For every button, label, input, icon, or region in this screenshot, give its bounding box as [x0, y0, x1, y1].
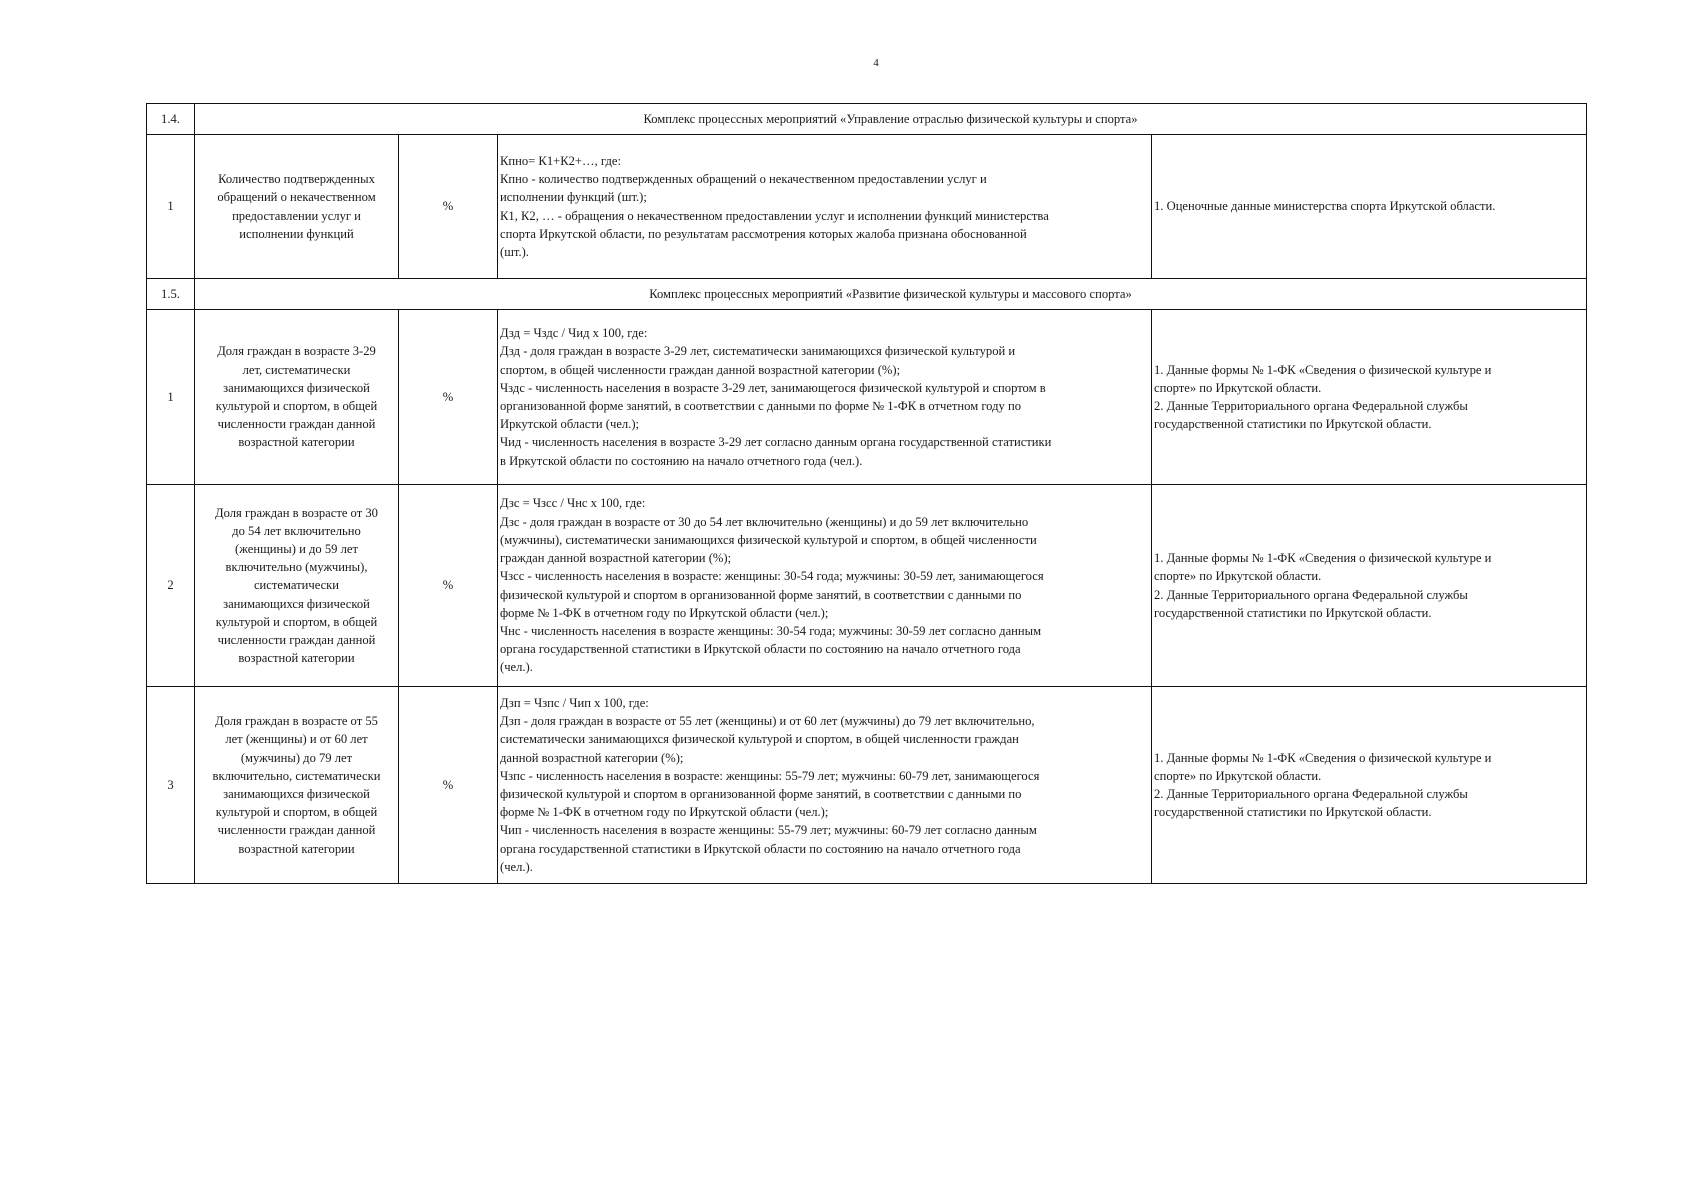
section-header-row: [147, 279, 1587, 310]
unit-cell: %: [399, 687, 498, 884]
formula-line: физической культурой и спортом в организованной форме занятий, в соответствии с данными по: [500, 587, 1022, 602]
formula-line: в Иркутской области по состоянию на начало отчетного года (чел.).: [500, 453, 863, 468]
formula-line: К1, К2, … - обращения о некачественном предоставлении услуг и исполнении функций министерства: [500, 208, 1049, 223]
indicator-name-line: занимающихся физической: [223, 380, 370, 395]
indicator-name-line: возрастной категории: [238, 435, 355, 450]
source-line: спорте» по Иркутской области.: [1154, 380, 1322, 395]
source-line: государственной статистики по Иркутской области.: [1154, 605, 1432, 620]
source-line: спорте» по Иркутской области.: [1154, 768, 1322, 783]
indicator-name-line: обращений о некачественном: [217, 190, 376, 205]
indicator-name-line: систематически: [253, 578, 340, 593]
indicator-name-line: до 54 лет включительно: [232, 523, 361, 538]
indicator-name-line: занимающихся физической: [223, 787, 370, 801]
formula-line: данной возрастной категории (%);: [500, 750, 684, 765]
formula-line: (мужчины), систематически занимающихся физической культурой и спортом, в общей численности: [500, 532, 1037, 547]
indicator-name-line: предоставлении услуг и: [232, 208, 361, 223]
indicator-name-line: Количество подтвержденных: [218, 172, 375, 187]
formula-cell: [498, 485, 1152, 687]
source-line: государственной статистики по Иркутской области.: [1154, 417, 1432, 432]
indicator-name-line: возрастной категории: [238, 651, 355, 666]
formula-line: Чид - численность населения в возрасте 3-29 лет согласно данным органа государственной статистики: [500, 435, 1052, 450]
formula-line: спорта Иркутской области, по результатам рассмотрения которых жалоба признана обоснованной: [500, 226, 1027, 241]
formula-line: форме № 1-ФК в отчетном году по Иркутской области (чел.);: [500, 805, 829, 820]
section-header-row: [147, 104, 1587, 135]
indicator-name-line: включительно, систематически: [212, 768, 381, 783]
source-line: 1. Данные формы № 1-ФК «Сведения о физической культуре и: [1154, 551, 1492, 566]
source-cell: [1152, 485, 1587, 687]
page-number: 4: [873, 57, 879, 69]
formula-line: спортом, в общей численности граждан данной возрастной категории (%);: [500, 362, 901, 377]
section-number: 1.4.: [147, 104, 195, 135]
indicator-name: [195, 135, 399, 279]
formula-cell: [498, 687, 1152, 884]
source-line: 1. Оценочные данные министерства спорта Иркутской области.: [1154, 199, 1496, 214]
formula-line: Дзд = Чздс / Чид х 100, где:: [500, 326, 648, 341]
indicator-name-line: численности граждан данной: [217, 823, 376, 838]
indicator-name-line: численности граждан данной: [217, 417, 376, 432]
indicator-name-line: лет (женщины) и от 60 лет: [225, 732, 368, 747]
section-title: Комплекс процессных мероприятий «Управление отраслью физической культуры и спорта»: [195, 104, 1587, 135]
source-line: 2. Данные Территориального органа Федеральной службы: [1154, 787, 1468, 801]
formula-line: (шт.).: [500, 244, 529, 259]
indicator-name-line: (женщины) и до 59 лет: [235, 541, 358, 556]
row-number: 1: [147, 310, 195, 485]
indicator-name-line: лет, систематически: [242, 362, 351, 377]
formula-cell: [498, 135, 1152, 279]
formula-line: Дзп - доля граждан в возрасте от 55 лет (женщины) и от 60 лет (мужчины) до 79 лет включительно,: [500, 714, 1035, 729]
indicator-name-line: численности граждан данной: [217, 633, 376, 647]
source-line: 2. Данные Территориального органа Федеральной службы: [1154, 399, 1468, 413]
formula-line: (чел.).: [500, 859, 533, 874]
indicator-name: [195, 310, 399, 485]
indicator-name-line: Доля граждан в возрасте 3-29: [217, 344, 376, 359]
row-number: 2: [147, 485, 195, 687]
indicator-name-line: занимающихся физической: [223, 596, 370, 611]
source-line: спорте» по Иркутской области.: [1154, 569, 1322, 584]
formula-line: Чзсс - численность населения в возрасте: женщины: 30-54 года; мужчины: 30-59 лет, занимающегося: [500, 569, 1044, 584]
indicators-table: [146, 103, 1587, 884]
formula-line: Чнс - численность населения в возрасте женщины: 30-54 года; мужчины: 30-59 лет согласно данным: [500, 623, 1042, 638]
formula-line: систематически занимающихся физической культурой и спортом, в общей численности граждан: [500, 732, 1019, 747]
indicator-name-line: (мужчины) до 79 лет: [240, 750, 353, 765]
formula-line: (чел.).: [500, 660, 533, 675]
formula-line: Иркутской области (чел.);: [500, 417, 640, 432]
source-line: государственной статистики по Иркутской области.: [1154, 805, 1432, 820]
source-line: 1. Данные формы № 1-ФК «Сведения о физической культуре и: [1154, 750, 1492, 765]
source-cell: [1152, 135, 1587, 279]
indicator-name-line: возрастной категории: [238, 841, 355, 856]
section-number: 1.5.: [147, 279, 195, 310]
source-line: 2. Данные Территориального органа Федеральной службы: [1154, 587, 1468, 602]
formula-line: органа государственной статистики в Иркутской области по состоянию на начало отчетного года: [500, 841, 1021, 856]
formula-line: физической культурой и спортом в организованной форме занятий, в соответствии с данными по: [500, 787, 1022, 801]
row-number: 3: [147, 687, 195, 884]
formula-line: Кпно - количество подтвержденных обращений о некачественном предоставлении услуг и: [500, 172, 987, 187]
source-line: 1. Данные формы № 1-ФК «Сведения о физической культуре и: [1154, 362, 1492, 377]
indicator-name-line: исполнении функций: [239, 226, 354, 241]
indicator-name-line: Доля граждан в возрасте от 30: [215, 505, 378, 520]
formula-cell: [498, 310, 1152, 485]
table-row: [147, 687, 1587, 884]
unit-cell: %: [399, 310, 498, 485]
table-row: [147, 135, 1587, 279]
table-row: [147, 485, 1587, 687]
formula-line: Дзс - доля граждан в возрасте от 30 до 54 лет включительно (женщины) и до 59 лет включительно: [500, 514, 1029, 529]
formula-line: Чздс - численность населения в возрасте 3-29 лет, занимающегося физической культурой и спортом в: [500, 380, 1046, 395]
indicator-name: [195, 687, 399, 884]
formula-line: Дзп = Чзпс / Чип х 100, где:: [500, 695, 649, 710]
formula-line: Чип - численность населения в возрасте женщины: 55-79 лет; мужчины: 60-79 лет согласно данным: [500, 823, 1037, 838]
formula-line: организованной форме занятий, в соответствии с данными по форме № 1-ФК в отчетном году по: [500, 399, 1021, 413]
section-title: Комплекс процессных мероприятий «Развитие физической культуры и массового спорта»: [195, 279, 1587, 310]
formula-line: форме № 1-ФК в отчетном году по Иркутской области (чел.);: [500, 605, 829, 620]
indicator-name-line: Доля граждан в возрасте от 55: [215, 714, 378, 729]
formula-line: органа государственной статистики в Иркутской области по состоянию на начало отчетного года: [500, 642, 1021, 657]
formula-line: Дзд - доля граждан в возрасте 3-29 лет, систематически занимающихся физической культурой и: [500, 344, 1016, 359]
formula-line: Кпно= К1+К2+…, где:: [500, 153, 621, 168]
unit-cell: %: [399, 485, 498, 687]
indicator-name: [195, 485, 399, 687]
indicator-name-line: культурой и спортом, в общей: [215, 399, 378, 413]
indicator-name-line: культурой и спортом, в общей: [215, 805, 378, 820]
source-cell: [1152, 310, 1587, 485]
row-number: 1: [147, 135, 195, 279]
formula-line: граждан данной возрастной категории (%);: [500, 551, 732, 566]
formula-line: исполнении функций (шт.);: [500, 190, 647, 205]
table-row: [147, 310, 1587, 485]
formula-line: Чзпс - численность населения в возрасте: женщины: 55-79 лет; мужчины: 60-79 лет, занимающегося: [500, 768, 1040, 783]
unit-cell: %: [399, 135, 498, 279]
indicator-name-line: культурой и спортом, в общей: [215, 614, 378, 629]
indicator-name-line: включительно (мужчины),: [225, 560, 368, 575]
formula-line: Дзс = Чзсс / Чнс х 100, где:: [500, 496, 646, 511]
source-cell: [1152, 687, 1587, 884]
